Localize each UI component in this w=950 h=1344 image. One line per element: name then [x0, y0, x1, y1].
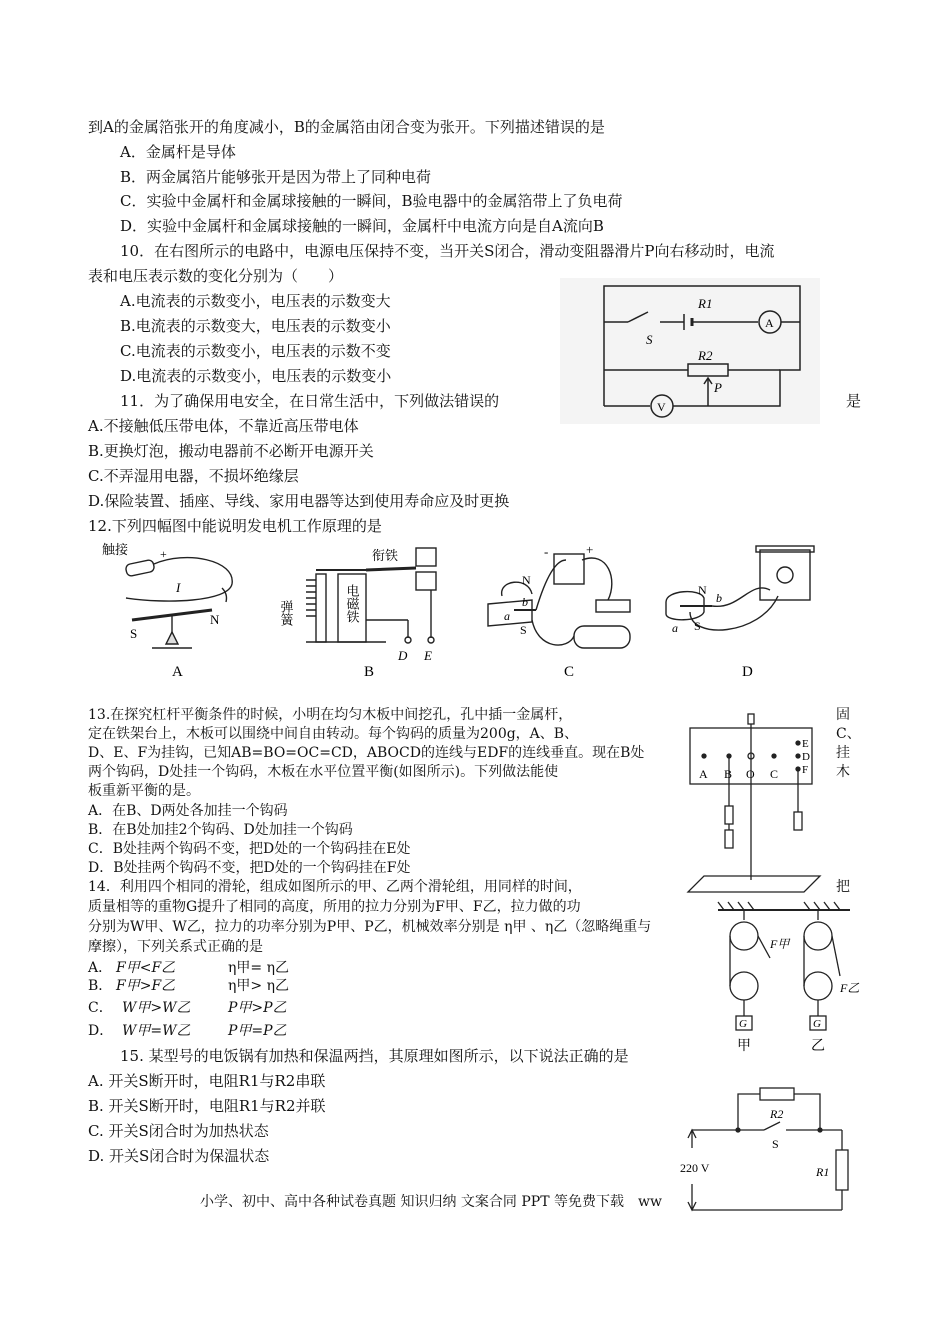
q13-option-b: B．在B处加挂2个钩码、D处加挂一个钩码: [88, 822, 353, 838]
q12a-i: I: [176, 580, 181, 595]
q13-label-f: F: [802, 764, 809, 776]
q14-pulley-diagram: [714, 896, 860, 1056]
q9-option-c: C．实验中金属杆和金属球接触的一瞬间，B验电器中的金属箔带上了负电荷: [120, 192, 623, 210]
q12b-armature: 衔铁: [372, 548, 399, 563]
q14-option-b-left: F甲>F乙: [116, 978, 176, 994]
q12a-n: N: [210, 612, 220, 627]
q14-line-2: 质量相等的重物G提升了相同的高度，所用的拉力分别为F甲、F乙，拉力做的功: [88, 899, 581, 915]
q10-label-r2: R2: [698, 348, 713, 363]
q12a-plus: +: [160, 547, 167, 561]
q12b-spring: 弹簧: [278, 600, 294, 626]
q15-label-s: S: [772, 1137, 779, 1151]
q13-line-4: 两个钩码，D处挂一个钩码，木板在水平位置平衡(如图所示)。下列做法能使: [88, 764, 559, 780]
q11-option-a: A.不接触低压带电体，不靠近高压带电体: [88, 417, 359, 435]
q12c-n: N: [522, 573, 531, 587]
q15-label-voltage: 220 V: [680, 1161, 710, 1175]
q13-label-o: O: [746, 767, 755, 781]
q10-circuit-diagram: [560, 278, 820, 424]
q11-option-d: D.保险装置、插座、导线、家用电器等达到使用寿命应及时更换: [88, 492, 510, 510]
q12-caption-d: D: [742, 664, 753, 680]
q13-label-d: D: [802, 751, 810, 763]
q10-label-ammeter: A: [765, 316, 774, 330]
q12d-b: b: [716, 591, 722, 605]
q14-option-d-right: P甲=P乙: [228, 1023, 287, 1039]
q12-caption-a: A: [172, 664, 183, 680]
q14-option-b-label: B．: [88, 978, 113, 994]
q13-option-a: A．在B、D两处各加挂一个钩码: [88, 803, 288, 819]
q14-label-f-jia: F甲: [770, 937, 790, 951]
q13-line-1: 13.在探究杠杆平衡条件的时候，小明在均匀木板中间挖孔，孔中插一金属杆，: [88, 707, 573, 723]
q13-label-a: A: [699, 767, 708, 781]
q12-figure-a: [96, 540, 246, 680]
q14-option-a-right: η甲= η乙: [228, 960, 289, 976]
q11-stem-tail: 是: [846, 392, 862, 410]
q9-option-b: B．两金属箔片能够张开是因为带上了同种电荷: [120, 168, 432, 186]
q12-caption-b: B: [364, 664, 375, 680]
q13-option-c: C．B处挂两个钩码不变，把D处的一个钩码挂在E处: [88, 841, 411, 857]
q13-lever-diagram: [684, 712, 834, 904]
q13-tail-1: 固: [836, 707, 850, 723]
q12b-e: E: [424, 648, 432, 663]
q12-figure-b: [278, 540, 446, 680]
q10-stem-2: 表和电压表示数的变化分别为（ ）: [88, 267, 344, 285]
q12b-d: D: [398, 648, 408, 663]
q15-option-a: A. 开关S断开时，电阻R1与R2串联: [88, 1072, 326, 1090]
q14-label-jia: 甲: [737, 1039, 751, 1054]
q13-line-5: 板重新平衡的是。: [88, 783, 200, 799]
q12c-b: b: [522, 595, 528, 609]
q13-label-e: E: [802, 738, 809, 750]
q12d-a: a: [672, 621, 678, 635]
q12d-s: S: [694, 619, 701, 633]
q13-line-2: 定在铁架台上，木板可以围绕中间自由转动。每个钩码的质量为200g，A、B、: [88, 726, 579, 742]
q9-option-a: A．金属杆是导体: [120, 143, 236, 161]
q13-line-3: D、E、F为挂钩，已知AB=BO=OC=CD，ABOCD的连线与EDF的连线垂直。现在B处: [88, 745, 645, 761]
q14-option-a-label: A．: [88, 960, 113, 976]
q10-label-s: S: [646, 332, 653, 347]
q14-option-d-left: W甲=W乙: [122, 1023, 191, 1039]
q10-option-a: A.电流表的示数变小，电压表的示数变大: [120, 292, 391, 310]
q13-tail-4: 木: [836, 764, 850, 780]
q14-option-c-right: P甲>P乙: [228, 1000, 287, 1016]
q14-label-yi: 乙: [811, 1039, 825, 1054]
q12b-magnet: 电磁铁: [344, 584, 360, 623]
q14-option-c-left: W甲>W乙: [122, 1000, 191, 1016]
q10-label-r1: R1: [698, 296, 713, 311]
q9-option-d: D．实验中金属杆和金属球接触的一瞬间，金属杆中电流方向是自A流向B: [120, 217, 604, 235]
q12c-plus: +: [586, 542, 594, 557]
q15-option-b: B. 开关S断开时，电阻R1与R2并联: [88, 1097, 326, 1115]
q15-circuit-diagram: [672, 1084, 862, 1230]
q10-label-voltmeter: V: [657, 400, 666, 414]
q14-line-3: 分别为W甲、W乙，拉力的功率分别为P甲、P乙，机械效率分别是 η甲 、η乙（忽略绳重与: [88, 919, 652, 935]
q13-tail-3: 挂: [836, 745, 850, 761]
q11-option-b: B.更换灯泡，搬动电器前不必断开电源开关: [88, 442, 374, 460]
q13-tail-2: C、: [836, 726, 861, 742]
q12d-n: N: [698, 583, 707, 597]
q10-stem: 10．在右图所示的电路中，电源电压保持不变，当开关S闭合，滑动变阻器滑片P向右移动时，电流: [120, 242, 775, 260]
q13-label-b: B: [724, 767, 733, 781]
q10-label-p: P: [714, 380, 722, 395]
q14-label-g-yi: G: [813, 1018, 821, 1030]
q14-option-a-left: F甲<F乙: [116, 960, 176, 976]
q15-option-d: D. 开关S闭合时为保温状态: [88, 1147, 270, 1165]
q12a-touch: 触接: [102, 542, 129, 557]
q10-option-b: B.电流表的示数变大，电压表的示数变小: [120, 317, 391, 335]
q12c-s: S: [520, 623, 527, 637]
q14-label-g-jia: G: [739, 1018, 747, 1030]
q15-option-c: C. 开关S闭合时为加热状态: [88, 1122, 269, 1140]
q12c-a: a: [504, 609, 510, 623]
q15-label-r1: R1: [816, 1165, 830, 1179]
q15-label-r2: R2: [770, 1107, 784, 1121]
q15-stem: 15. 某型号的电饭锅有加热和保温两挡，其原理如图所示，以下说法正确的是: [120, 1047, 629, 1065]
q12c-minus: -: [544, 544, 549, 559]
q13-option-d: D．B处挂两个钩码不变，把D处的一个钩码挂在F处: [88, 860, 411, 876]
q9-line: 到A的金属箔张开的角度减小，B的金属箔由闭合变为张开。下列描述错误的是: [88, 118, 605, 136]
q10-option-d: D.电流表的示数变小，电压表的示数变小: [120, 367, 392, 385]
q14-line-4: 摩擦），下列关系式正确的是: [88, 939, 263, 955]
q12-figure-c: [478, 540, 648, 680]
q12a-s: S: [130, 626, 138, 641]
q11-option-c: C.不弄湿用电器，不损坏绝缘层: [88, 467, 299, 485]
q14-tail: 把: [836, 879, 850, 895]
q14-option-c-label: C．: [88, 1000, 113, 1016]
q14-line-1: 14．利用四个相同的滑轮，组成如图所示的甲、乙两个滑轮组，用同样的时间，: [88, 879, 582, 895]
q14-label-f-yi: F乙: [840, 981, 860, 995]
q14-option-b-right: η甲> η乙: [228, 978, 289, 994]
q14-option-d-label: D．: [88, 1023, 114, 1039]
q13-label-c: C: [770, 767, 779, 781]
q12-figure-d: [660, 540, 830, 680]
q11-stem: 11．为了确保用电安全，在日常生活中，下列做法错误的: [120, 392, 500, 410]
q12-stem: 12.下列四幅图中能说明发电机工作原理的是: [88, 517, 382, 535]
q12-caption-c: C: [564, 664, 575, 680]
page-footer: 小学、初中、高中各种试卷真题 知识归纳 文案合同 PPT 等免费下载 ww: [200, 1194, 662, 1210]
q10-option-c: C.电流表的示数变小，电压表的示数不变: [120, 342, 391, 360]
